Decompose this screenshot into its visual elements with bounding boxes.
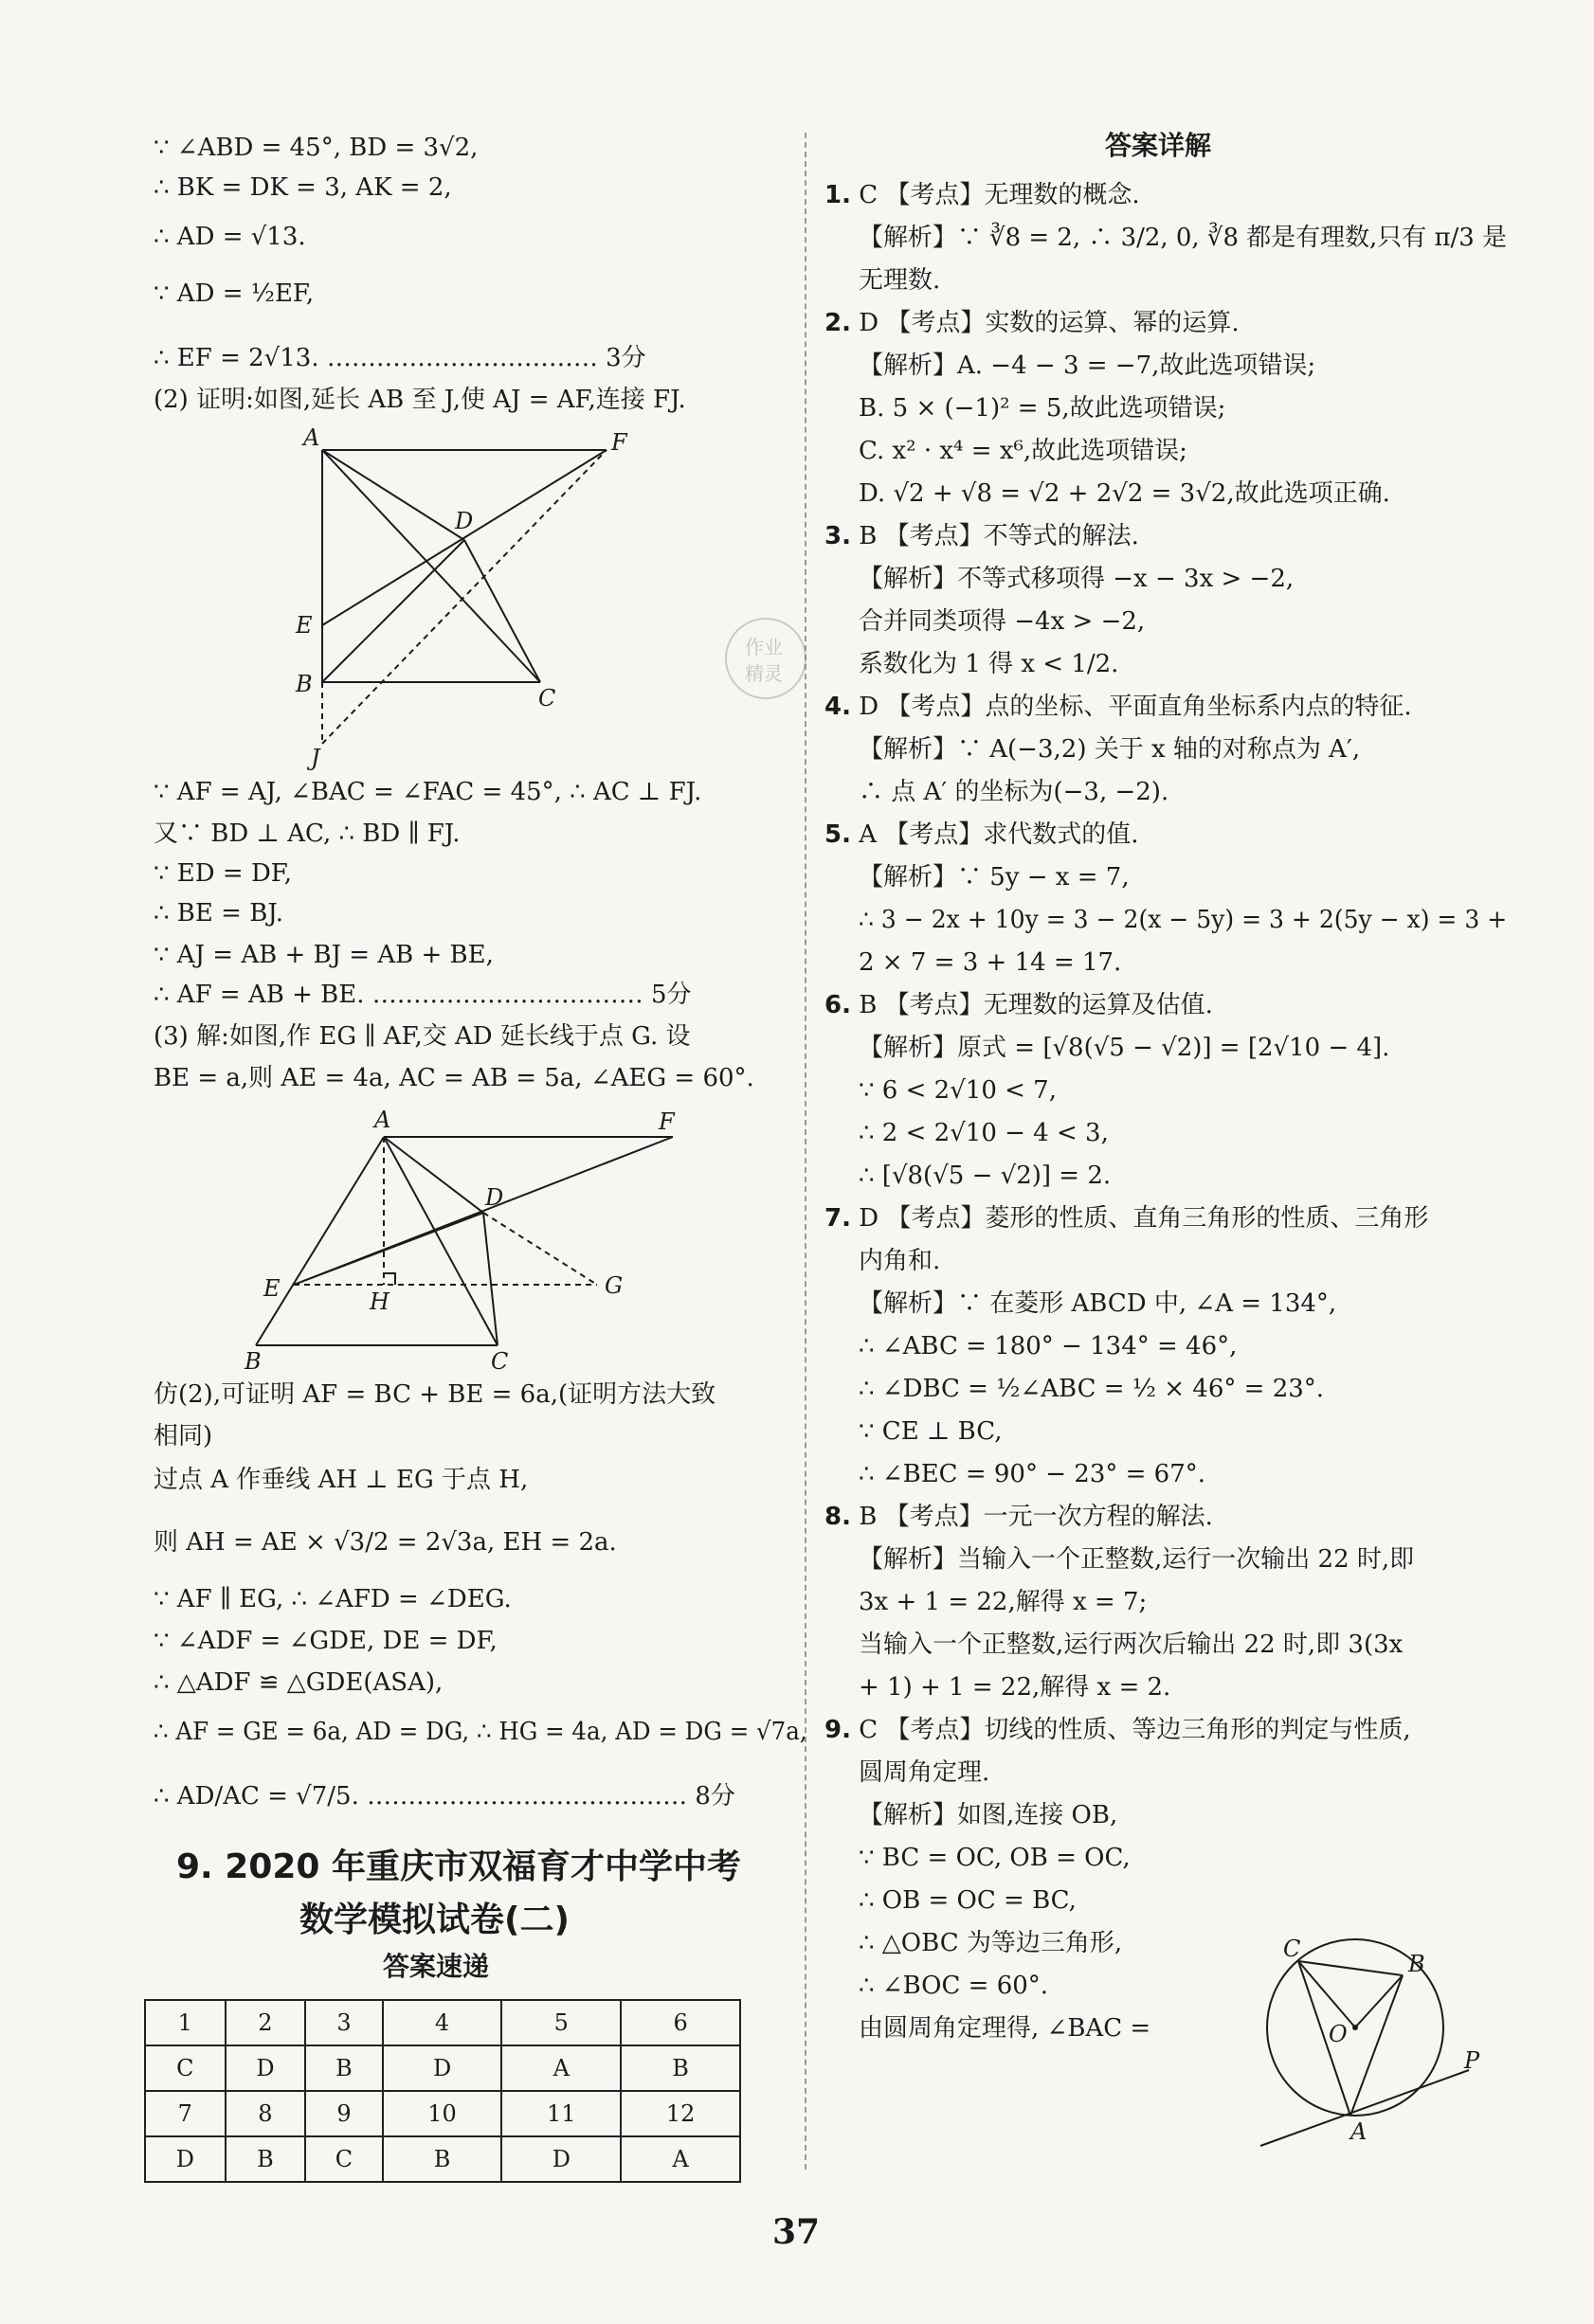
answer-text: 【解析】∵ A(−3,2) 关于 x 轴的对称点为 A′, [859,735,1361,764]
answer-line [859,903,1507,937]
answer-line [859,434,1187,468]
fig1-label: D [455,508,474,534]
answer-text: ∴ 2 < 2√10 − 4 < 3, [859,1119,1109,1147]
answer-text: ∵ BC = OC, OB = OC, [859,1844,1131,1872]
text-line: ∴ AD/AC = √7/5. ………………………………… 8分 [154,1782,735,1811]
fig2-label: A [374,1107,391,1133]
table-cell: D [145,2136,226,2182]
answer-line [859,1031,1389,1065]
answer-text: C. x² · x⁴ = x⁶,故此选项错误; [859,437,1187,465]
answer-text: ∵ CE ⊥ BC, [859,1417,1003,1446]
answer-text: A 【考点】求代数式的值. [859,820,1139,849]
answer-line [859,1159,1111,1193]
question-number: 1. [824,181,851,209]
table-cell: A [621,2136,740,2182]
answer-text: 【解析】∵ 5y − x = 7, [859,863,1130,892]
answer-line [824,1201,1428,1235]
answer-line [824,178,1140,212]
answer-line [859,732,1360,766]
answer-text: 内角和. [859,1247,941,1275]
answer-text: ∵ 6 < 2√10 < 7, [859,1076,1057,1105]
answer-text: ∴ [√8(√5 − √2)] = 2. [859,1162,1112,1190]
answer-text: + 1) + 1 = 22,解得 x = 2. [859,1673,1171,1702]
answer-text: ∴ 点 A′ 的坐标为(−3, −2). [859,778,1169,806]
answer-line [859,1244,940,1278]
text-line: (3) 解:如图,作 EG ∥ AF,交 AD 延长线于点 G. 设 [154,1022,691,1051]
fig2-label: B [245,1348,262,1375]
answer-line [824,818,1139,852]
answer-text: 当输入一个正整数,运行两次后输出 22 时,即 3(3x [859,1630,1404,1659]
answer-line [859,1329,1237,1363]
answer-text: B 【考点】不等式的解法. [859,522,1139,550]
table-cell: B [305,2045,382,2091]
text-line: ∴ BE = BJ. [154,899,283,928]
answer-text: 【解析】当输入一个正整数,运行一次输出 22 时,即 [859,1545,1415,1574]
text-line: ∴ AD = √13. [154,223,306,251]
answer-text: B 【考点】一元一次方程的解法. [859,1503,1213,1531]
text-line: ∴ △ADF ≌ △GDE(ASA), [154,1668,444,1697]
answer-line [859,775,1168,809]
text-line: ∴ BK = DK = 3, AK = 2, [154,173,452,202]
answer-line [859,1414,1002,1449]
table-cell: D [501,2136,621,2182]
text-line: ∵ AF = AJ, ∠BAC = ∠FAC = 45°, ∴ AC ⊥ FJ. [154,778,702,806]
answer-text: 【解析】如图,连接 OB, [859,1801,1118,1829]
table-cell: A [501,2045,621,2091]
answer-text: 由圆周角定理得, ∠BAC = [859,2014,1151,2043]
watermark-stamp [709,606,823,730]
stamp-text: 作业 [745,636,783,658]
figure-square-diagram [284,417,663,777]
answer-text: 【解析】不等式移项得 −x − 3x > −2, [859,565,1295,593]
text-line: ∵ AD = ½EF, [154,279,315,308]
text-line: ∴ AF = AB + BE. …………………………… 5分 [154,981,692,1009]
question-number: 7. [824,1204,851,1233]
stamp-text: 精灵 [745,662,783,685]
answer-text: 无理数. [859,266,941,295]
table-cell: 10 [383,2091,502,2136]
answer-line [859,1073,1057,1108]
answer-text: C 【考点】无理数的概念. [859,181,1140,209]
text-line: BE = a,则 AE = 4a, AC = AB = 5a, ∠AEG = 60°. [154,1064,754,1092]
question-number: 8. [824,1503,851,1531]
fig3-label: C [1283,1936,1301,1962]
fig1-label: F [611,429,627,456]
answer-text: 圆周角定理. [859,1758,990,1787]
answer-line [859,562,1294,596]
answer-text: ∴ △OBC 为等边三角形, [859,1929,1123,1957]
answer-text: ∴ ∠BEC = 90° − 23° = 67°. [859,1460,1206,1488]
table-cell: 4 [383,2000,502,2045]
table-row [145,2000,740,2045]
text-line: ∴ AF = GE = 6a, AD = DG, ∴ HG = 4a, AD = DG = √7a, [154,1718,807,1746]
answer-line [859,1841,1131,1875]
table-cell: C [305,2136,382,2182]
answer-line [824,1713,1411,1747]
answer-text: B 【考点】无理数的运算及估值. [859,991,1213,1019]
table-cell: B [621,2045,740,2091]
answer-text: D 【考点】点的坐标、平面直角坐标系内点的特征. [859,693,1412,721]
answer-line [859,1287,1336,1321]
table-cell: 7 [145,2091,226,2136]
table-cell: 2 [226,2000,306,2045]
answer-line [859,1969,1048,2003]
answer-text: 合并同类项得 −4x > −2, [859,607,1146,636]
answer-line [824,519,1139,553]
answer-text: D 【考点】实数的运算、幂的运算. [859,309,1240,337]
answer-text: D. √2 + √8 = √2 + 2√2 = 3√2,故此选项正确. [859,479,1390,508]
section-title: 9. 2020 年重庆市双福育才中学中考 [176,1847,741,1886]
answer-text: ∴ ∠DBC = ½∠ABC = ½ × 46° = 23°. [859,1375,1325,1403]
answer-line [859,604,1145,639]
table-cell: 1 [145,2000,226,2045]
answer-line [859,221,1507,255]
answer-line [859,349,1315,383]
table-cell: 12 [621,2091,740,2136]
answers-title: 答案详解 [1105,130,1212,161]
answer-text: D 【考点】菱形的性质、直角三角形的性质、三角形 [859,1204,1429,1233]
table-row [145,2091,740,2136]
answer-line [859,1372,1324,1406]
fig3-label: P [1464,2047,1480,2074]
fig2-label: H [370,1288,389,1315]
table-row [145,2045,740,2091]
text-line: (2) 证明:如图,延长 AB 至 J,使 AJ = AF,连接 FJ. [154,386,686,414]
answer-text: ∴ ∠BOC = 60°. [859,1972,1049,2000]
answer-text: ∴ OB = OC = BC, [859,1886,1077,1915]
answer-text: B. 5 × (−1)² = 5,故此选项错误; [859,394,1226,423]
fig2-label: G [605,1272,624,1299]
question-number: 4. [824,693,851,721]
answer-line [859,1457,1205,1491]
fig3-label: B [1408,1951,1425,1977]
text-line: ∵ ∠ADF = ∠GDE, DE = DF, [154,1627,498,1655]
text-line: 又∵ BD ⊥ AC, ∴ BD ∥ FJ. [154,820,461,848]
table-cell: C [145,2045,226,2091]
answer-line [859,391,1225,425]
answer-line [859,1926,1122,1960]
text-line: 过点 A 作垂线 AH ⊥ EG 于点 H, [154,1466,529,1494]
answer-line [859,263,940,297]
fig1-label: E [296,612,313,639]
question-number: 9. [824,1716,851,1744]
table-cell: D [226,2045,306,2091]
answer-quick-title: 答案速递 [383,1951,490,1982]
text-line: ∵ AJ = AB + BJ = AB + BE, [154,941,494,969]
answer-line [859,1670,1170,1704]
answer-line [859,477,1390,511]
answer-text: 系数化为 1 得 x < 1/2. [859,650,1119,678]
fig2-label: C [491,1348,509,1375]
answer-line [859,1883,1077,1918]
answer-text: C 【考点】切线的性质、等边三角形的判定与性质, [859,1716,1411,1744]
page-number: 37 [772,2212,821,2252]
answer-text: 【解析】∵ 在菱形 ABCD 中, ∠A = 134°, [859,1289,1337,1318]
answer-line [859,946,1121,980]
fig2-label: D [485,1184,504,1211]
answer-line [824,988,1213,1022]
answer-line [859,1585,1147,1619]
table-cell: 8 [226,2091,306,2136]
fig2-label: F [659,1108,675,1135]
answer-line [859,647,1118,681]
column-divider [805,133,806,2170]
text-line: 相同) [154,1422,213,1450]
question-number: 6. [824,991,851,1019]
fig3-label: O [1329,2021,1348,2047]
answer-line [859,1798,1117,1832]
table-cell: 3 [305,2000,382,2045]
text-line: ∴ EF = 2√13. …………………………… 3分 [154,344,646,372]
table-cell: 6 [621,2000,740,2045]
table-cell: 11 [501,2091,621,2136]
text-line: ∵ AF ∥ EG, ∴ ∠AFD = ∠DEG. [154,1585,512,1613]
answer-line [859,1116,1109,1150]
question-number: 3. [824,522,851,550]
answer-text: 2 × 7 = 3 + 14 = 17. [859,948,1122,977]
table-cell: 9 [305,2091,382,2136]
fig1-label: J [311,745,320,771]
fig1-label: A [303,424,320,451]
answer-text: 【解析】∵ ∛8 = 2, ∴ 3/2, 0, ∛8 都是有理数,只有 π/3 是 [859,224,1508,252]
answer-text: ∴ ∠ABC = 180° − 134° = 46°, [859,1332,1238,1360]
section-title: 数学模拟试卷(二) [299,1901,570,1939]
table-cell: D [383,2045,502,2091]
answer-line [859,860,1130,894]
answer-line [859,2011,1150,2045]
answer-text: ∴ 3 − 2x + 10y = 3 − 2(x − 5y) = 3 + 2(5y − x) = 3 + [859,906,1508,934]
question-number: 2. [824,309,851,337]
table-cell: 5 [501,2000,621,2045]
answer-line [824,1500,1213,1534]
table-cell: B [226,2136,306,2182]
table-cell: B [383,2136,502,2182]
answer-text: 【解析】A. −4 − 3 = −7,故此选项错误; [859,351,1316,380]
answer-line [859,1628,1403,1662]
text-line: ∵ ED = DF, [154,859,293,888]
answer-table [144,1999,741,2183]
answer-line [824,306,1240,340]
answer-line [859,1756,989,1790]
figure-circle-diagram [1260,1909,1488,2155]
answer-line [824,690,1412,724]
fig3-label: A [1350,2118,1368,2145]
figure-triangle-diagram [237,1099,675,1375]
text-line: 仿(2),可证明 AF = BC + BE = 6a,(证明方法大致 [154,1380,716,1409]
table-row [145,2136,740,2182]
fig1-label: C [538,685,556,712]
text-line: ∵ ∠ABD = 45°, BD = 3√2, [154,134,479,162]
answer-text: 【解析】原式 = [√8(√5 − √2)] = [2√10 − 4]. [859,1034,1390,1062]
fig1-label: B [296,671,313,697]
fig2-label: E [263,1275,281,1302]
question-number: 5. [824,820,851,849]
text-line: 则 AH = AE × √3/2 = 2√3a, EH = 2a. [154,1528,617,1557]
answer-text: 3x + 1 = 22,解得 x = 7; [859,1588,1148,1616]
answer-line [859,1542,1414,1576]
